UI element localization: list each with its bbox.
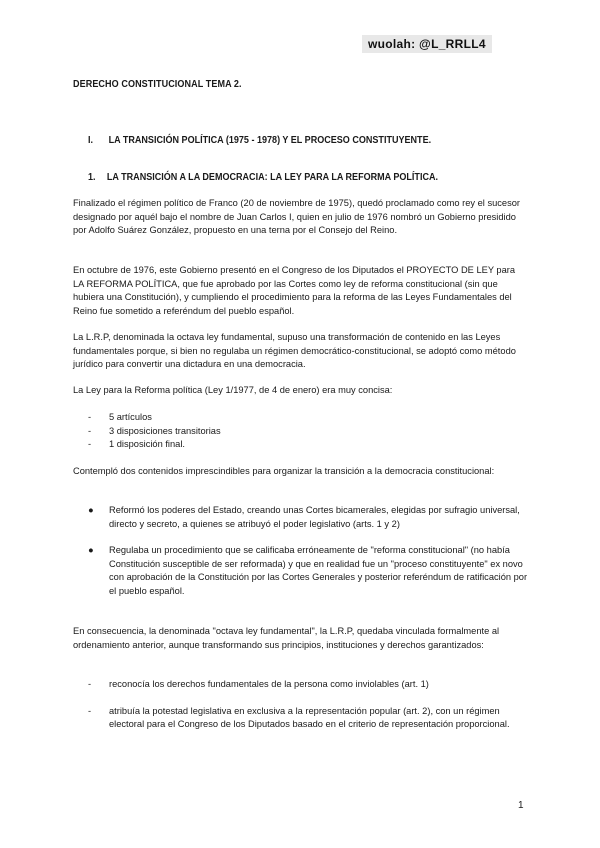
bullet-marker: ● <box>88 505 94 515</box>
section-heading <box>88 134 431 146</box>
list-item-text: 1 disposición final. <box>109 439 185 450</box>
list-item <box>88 425 528 439</box>
list-item-text: Regulaba un procedimiento que se calificaba erróneamente de "reforma constitucional" (no había Constitución susceptible de ser reformada) y que en realidad fue un "proceso constituyente" ex novo con aprobación de la Constitución por las Cortes Generales y posterior referéndum de ratificación por el pueblo español. <box>109 545 528 596</box>
list-item-text: Reformó los poderes del Estado, creando unas Cortes bicamerales, elegidas por sufragio universal, directo y secreto, a quienes se atribuyó el poder legislativo (arts. 1 y 2) <box>109 505 520 529</box>
dash-marker: - <box>88 439 92 450</box>
list-item-text: reconocía los derechos fundamentales de la persona como inviolables (art. 1) <box>109 679 429 689</box>
dash-marker: - <box>88 412 92 422</box>
paragraph-text: Finalizado el régimen político de Franco (20 de noviembre de 1975), quedó proclamado como rey el sucesor designado por aquél bajo el nombre de Juan Carlos I, quien en julio de 1976 nombró un Gobierno presidido por Adolfo Suárez González, propuesto en una terna por el Consejo del Reino. <box>73 198 521 236</box>
paragraph-3 <box>73 331 527 372</box>
paragraph-6 <box>73 625 527 652</box>
rights-list <box>88 678 528 732</box>
section-number: I. <box>88 134 94 146</box>
dash-marker: - <box>88 679 92 689</box>
paragraph-text: En consecuencia, la denominada "octava ley fundamental", la L.R.P, quedaba vinculada formalmente al ordenamiento anterior, aunque transformando sus principios, instituciones y derechos garantizados: <box>73 626 500 650</box>
list-item <box>88 504 528 531</box>
watermark-label: wuolah: @L_RRLL4 <box>362 35 492 53</box>
list-item <box>88 411 528 425</box>
paragraph-2 <box>73 264 527 318</box>
paragraph-text: La Ley para la Reforma política (Ley 1/1977, de 4 de enero) era muy concisa: <box>73 385 393 395</box>
list-item <box>88 705 528 732</box>
concise-list <box>88 411 528 452</box>
section-title: LA TRANSICIÓN POLÍTICA (1975 - 1978) Y EL PROCESO CONSTITUYENTE. <box>108 134 432 146</box>
subsection-number: 1. <box>88 171 96 183</box>
subsection-title: LA TRANSICIÓN A LA DEMOCRACIA: LA LEY PARA LA REFORMA POLÍTICA. <box>106 171 439 183</box>
subsection-heading <box>88 171 438 183</box>
paragraph-4 <box>73 384 527 398</box>
paragraph-5 <box>73 465 527 479</box>
document-title: DERECHO CONSTITUCIONAL TEMA 2. <box>73 78 242 90</box>
bullet-marker: ● <box>88 545 94 556</box>
page-number: 1 <box>518 800 524 811</box>
list-item <box>88 438 528 452</box>
dash-marker: - <box>88 705 92 716</box>
list-item <box>88 544 528 598</box>
paragraph-text: La L.R.P, denominada la octava ley fundamental, supuso una transformación de contenido en las Leyes fundamentales porque, si bien no regulaba un régimen democrático-constitucional, se adoptó como método jurídico para convertir una dictadura en una democracia. <box>73 332 516 370</box>
contents-list <box>88 504 528 599</box>
list-item-text: atribuía la potestad legislativa en exclusiva a la representación popular (art. 2), con un régimen electoral para el Congreso de los Diputados basado en el criterio de representación proporcional. <box>109 705 510 730</box>
paragraph-text: En octubre de 1976, este Gobierno presentó en el Congreso de los Diputados el PROYECTO DE LEY para LA REFORMA POLÍTICA, que fue aprobado por las Cortes como ley de reforma constitucional (sin que hubiera una Constitución), y cumpliendo el procedimiento para la reforma de las Leyes Fundamentales del Reino fue sometido a referéndum del pueblo español. <box>73 265 516 316</box>
list-item-text: 3 disposiciones transitorias <box>109 425 221 436</box>
list-item-text: 5 artículos <box>109 412 152 422</box>
paragraph-1 <box>73 197 527 238</box>
dash-marker: - <box>88 425 92 436</box>
paragraph-text: Contempló dos contenidos imprescindibles para organizar la transición a la democracia constitucional: <box>73 466 495 476</box>
list-item <box>88 678 528 692</box>
